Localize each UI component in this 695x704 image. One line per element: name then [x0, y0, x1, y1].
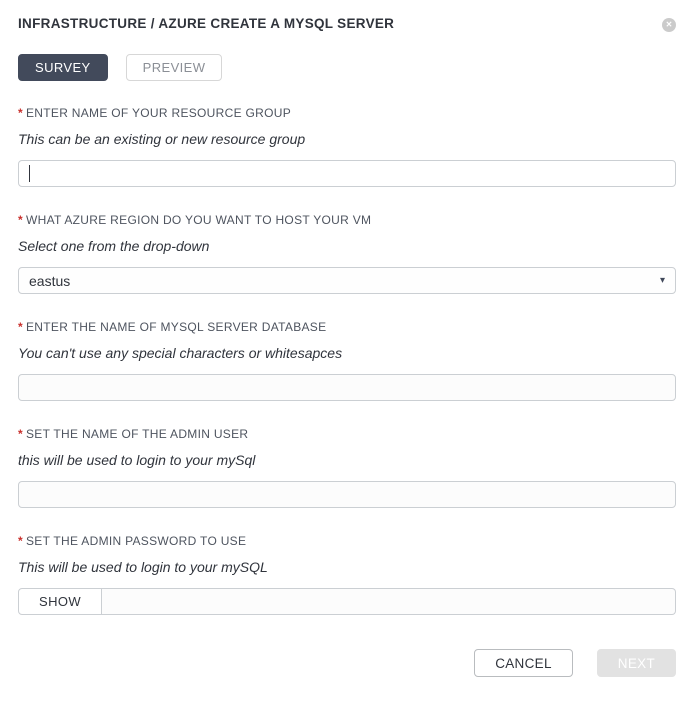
- field-label: [18, 535, 676, 548]
- tab-survey[interactable]: SURVEY: [18, 54, 108, 81]
- field-resource-group: [18, 107, 676, 187]
- field-hint: You can't use any special characters or whitesapces: [18, 345, 343, 361]
- modal-footer: [18, 649, 676, 677]
- region-select-value: eastus: [29, 272, 71, 289]
- field-label-text: ENTER THE NAME OF MYSQL SERVER DATABASE: [25, 320, 327, 334]
- field-admin-password: [18, 535, 676, 615]
- resource-group-input[interactable]: [18, 160, 676, 187]
- close-icon[interactable]: ✕: [662, 18, 676, 32]
- next-button[interactable]: NEXT: [597, 649, 676, 677]
- required-asterisk: *: [18, 213, 23, 227]
- show-password-button[interactable]: SHOW: [18, 588, 102, 615]
- field-label-text: WHAT AZURE REGION DO YOU WANT TO HOST YOUR VM: [25, 213, 372, 227]
- field-label: [18, 321, 676, 334]
- field-hint: this will be used to login to your mySql: [18, 452, 256, 468]
- field-hint: This will be used to login to your mySQL: [18, 559, 268, 575]
- required-asterisk: *: [18, 534, 23, 548]
- field-label: [18, 107, 676, 120]
- page-title: INFRASTRUCTURE / AZURE CREATE A MYSQL SERVER: [18, 16, 395, 31]
- password-input-group: [18, 588, 676, 615]
- required-asterisk: *: [18, 320, 23, 334]
- region-select[interactable]: [18, 267, 676, 294]
- field-hint: Select one from the drop-down: [18, 238, 210, 254]
- tab-bar: [18, 54, 676, 81]
- required-asterisk: *: [18, 427, 23, 441]
- admin-user-input[interactable]: [18, 481, 676, 508]
- admin-password-input[interactable]: [102, 588, 676, 615]
- text-cursor: [29, 165, 30, 182]
- field-label: [18, 428, 676, 441]
- tab-preview[interactable]: PREVIEW: [126, 54, 223, 81]
- field-label-text: SET THE ADMIN PASSWORD TO USE: [25, 534, 247, 548]
- field-azure-region: [18, 214, 676, 294]
- modal-header: [18, 16, 676, 32]
- chevron-down-icon: ▾: [659, 274, 665, 286]
- cancel-button[interactable]: CANCEL: [474, 649, 573, 677]
- mysql-database-input[interactable]: [18, 374, 676, 401]
- field-mysql-database: [18, 321, 676, 401]
- field-label-text: ENTER NAME OF YOUR RESOURCE GROUP: [25, 106, 292, 120]
- field-admin-user: [18, 428, 676, 508]
- required-asterisk: *: [18, 106, 23, 120]
- field-hint: This can be an existing or new resource group: [18, 131, 306, 147]
- field-label: [18, 214, 676, 227]
- field-label-text: SET THE NAME OF THE ADMIN USER: [25, 427, 249, 441]
